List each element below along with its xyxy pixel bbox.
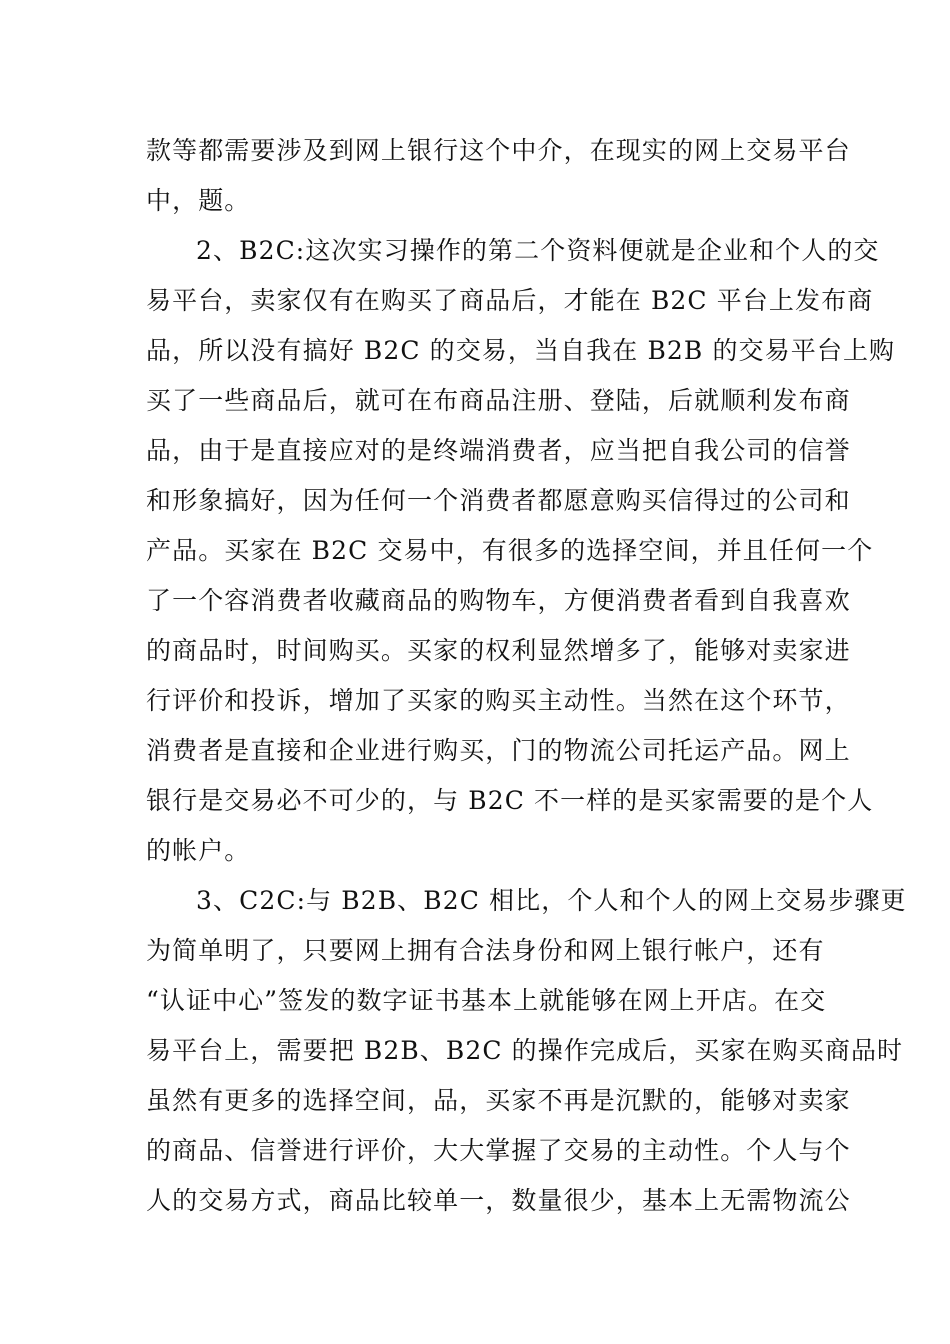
text-line: 人的交易方式，商品比较单一，数量很少，基本上无需物流公 [146,1186,851,1215]
text-line: 的帐户。 [146,836,251,865]
text-line: 行评价和投诉，增加了买家的购买主动性。当然在这个环节， [146,686,851,715]
text-line: 买了一些商品后，就可在布商品注册、登陆，后就顺利发布商 [146,386,851,415]
paragraph-start-line: 2、B2C:这次实习操作的第二个资料便就是企业和个人的交 [196,236,880,265]
text-line: 虽然有更多的选择空间，品，买家不再是沉默的，能够对卖家 [146,1086,851,1115]
text-line: 品，由于是直接应对的是终端消费者，应当把自我公司的信誉 [146,436,851,465]
text-line: 为简单明了，只要网上拥有合法身份和网上银行帐户，还有 [146,936,825,965]
text-line: 易平台上，需要把 B2B、B2C 的操作完成后，买家在购买商品时 [146,1036,904,1065]
text-line: 消费者是直接和企业进行购买，门的物流公司托运产品。网上 [146,736,851,765]
text-line: 的商品、信誉进行评价，大大掌握了交易的主动性。个人与个 [146,1136,851,1165]
text-line: 易平台，卖家仅有在购买了商品后，才能在 B2C 平台上发布商 [146,286,874,315]
text-line: 产品。买家在 B2C 交易中，有很多的选择空间，并且任何一个 [146,536,874,565]
text-line: 款等都需要涉及到网上银行这个中介，在现实的网上交易平台 [146,136,851,165]
text-line: 中，题。 [146,186,251,215]
paragraph-start-line: 3、C2C:与 B2B、B2C 相比，个人和个人的网上交易步骤更 [196,886,907,915]
text-line: 的商品时，时间购买。买家的权利显然增多了，能够对卖家进 [146,636,851,665]
text-line: 品，所以没有搞好 B2C 的交易，当自我在 B2B 的交易平台上购 [146,336,896,365]
text-line: 了一个容消费者收藏商品的购物车，方便消费者看到自我喜欢 [146,586,851,615]
text-line: “认证中心”签发的数字证书基本上就能够在网上开店。在交 [146,986,827,1015]
text-line: 银行是交易必不可少的，与 B2C 不一样的是买家需要的是个人 [146,786,874,815]
text-line: 和形象搞好，因为任何一个消费者都愿意购买信得过的公司和 [146,486,851,515]
